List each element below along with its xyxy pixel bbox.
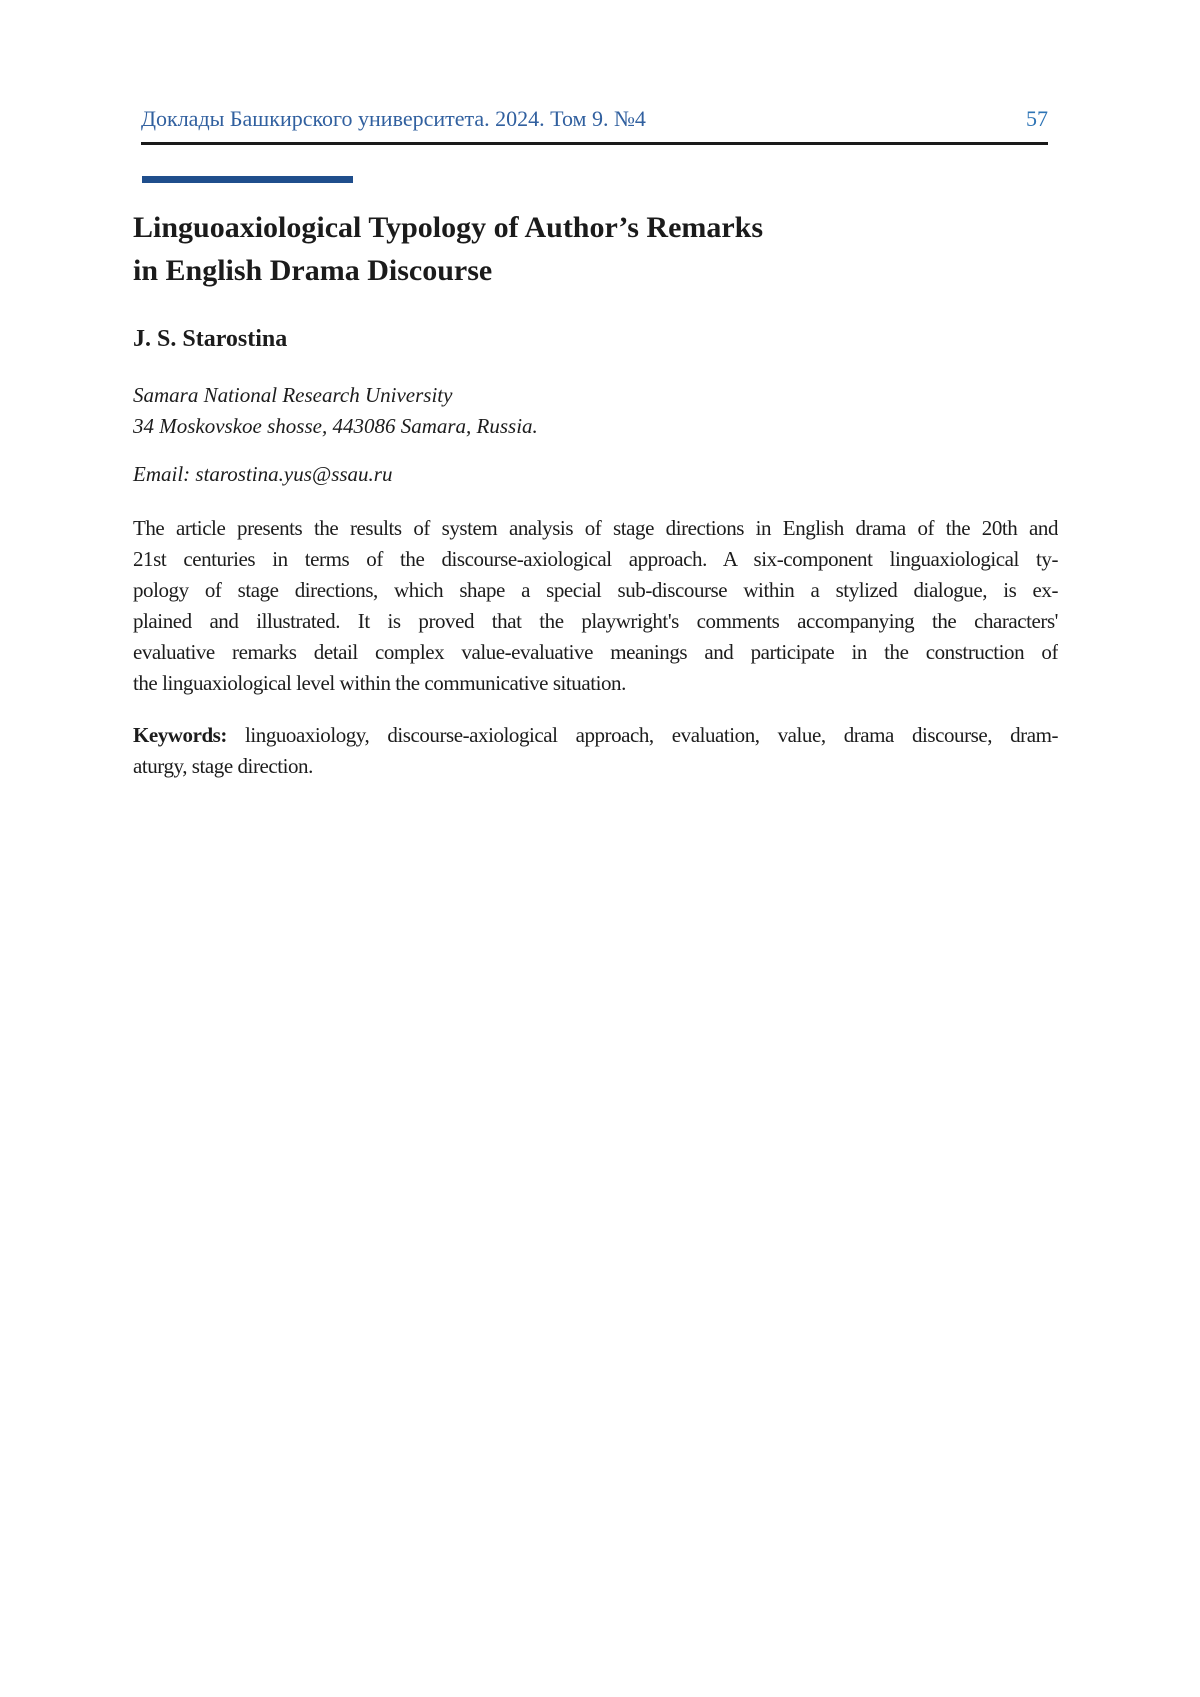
article-title-line-2: in English Drama Discourse: [133, 254, 493, 287]
article-title: [133, 206, 1058, 292]
abstract-line: pology of stage directions, which shape a special sub-discourse within a stylized dialogue, is ex-: [133, 578, 1058, 602]
accent-bar: [142, 176, 353, 183]
abstract-line: the linguaxiological level within the communicative situation.: [133, 671, 626, 695]
affiliation-line-2: 34 Moskovskoe shosse, 443086 Samara, Russia.: [133, 414, 538, 438]
page-number: 57: [1026, 106, 1048, 131]
keywords-text: linguoaxiology, discourse-axiological approach, evaluation, value, drama discourse, dram-: [226, 723, 1058, 747]
abstract-line: The article presents the results of system analysis of stage directions in English drama of the 20th and: [133, 516, 1058, 540]
abstract-line: plained and illustrated. It is proved that the playwright's comments accompanying the characters': [133, 609, 1058, 633]
page-header: [141, 106, 1048, 132]
author-name: J. S. Starostina: [133, 326, 288, 352]
affiliation: [133, 380, 1058, 442]
abstract-line: 21st centuries in terms of the discourse-axiological approach. A six-component linguaxiological ty-: [133, 547, 1058, 571]
journal-header-text: Доклады Башкирского университета. 2024. Том 9. №4: [141, 106, 646, 131]
keywords-label: Keywords:: [133, 723, 227, 747]
email-line: Email: starostina.yus@ssau.ru: [133, 462, 393, 486]
abstract-line: evaluative remarks detail complex value-evaluative meanings and participate in the construction of: [133, 640, 1058, 664]
article-title-line-1: Linguoaxiological Typology of Author’s Remarks: [133, 211, 764, 244]
keywords: [133, 720, 1058, 782]
affiliation-line-1: Samara National Research University: [133, 383, 453, 407]
keywords-line-1: [133, 720, 1058, 751]
abstract: [133, 513, 1058, 699]
keywords-line-2: aturgy, stage direction.: [133, 754, 313, 778]
header-rule: [141, 142, 1048, 145]
